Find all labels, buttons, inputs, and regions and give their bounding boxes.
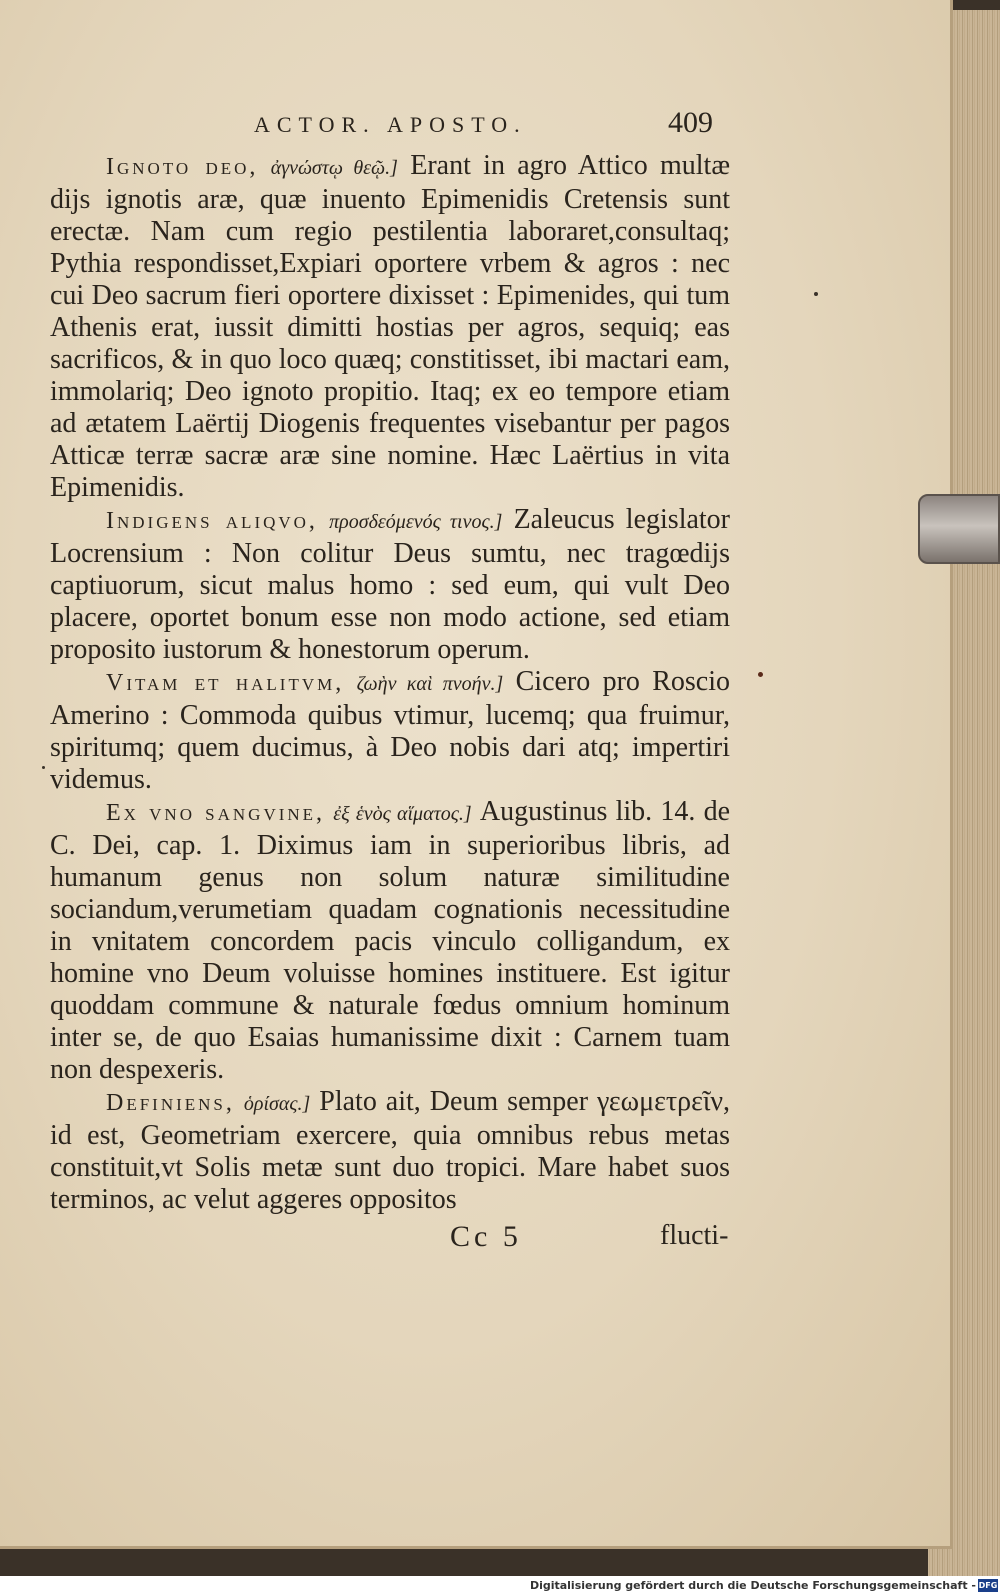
credit-text: Digitalisierung gefördert durch die Deutsche Forschungsgemeinschaft -	[529, 1579, 976, 1592]
book-clasp	[918, 494, 1000, 564]
lemma: Vitam et halitvm,	[106, 670, 345, 696]
paragraph-text: Cicero pro Roscio Amerino : Commoda quibus vtimur, lucemq; qua fruimur, spiritumq; quem ducimus, à Deo nobis dari atq; impertiri videmus.	[50, 666, 731, 795]
ink-speck	[42, 766, 45, 769]
ink-speck	[758, 672, 763, 677]
greek-lemma: ὁρίσας.]	[243, 1093, 311, 1115]
paragraph-text: Zaleucus legislator Locrensium : Non colitur Deus sumtu, nec tragœdijs captiuorum, sicut malus homo : sed eum, qui vult Deo placere, oportet bonum esse non modo actione, sed etiam proposito iustorum & honestorum operum.	[50, 504, 730, 665]
paragraph	[50, 666, 730, 796]
dfg-logo: DFG	[978, 1581, 998, 1590]
paragraph-text: Augustinus lib. 14. de C. Dei, cap. 1. Diximus iam in superioribus libris, ad humanum genus non solum naturæ similitudine sociandum,verumetiam quadam cognationis necessitudine in vnitatem concordem pacis vinculo colligandum, ex homine vno Deum voluisse homines instituere. Est igitur quoddam commune & naturale fœdus omnium hominum inter se, de quo Esaias humanissime dixit : Carnem tuam non despexeris.	[50, 796, 731, 1085]
page-number: 409	[668, 106, 713, 139]
paragraph-text: Plato ait, Deum semper γεωμετρεῖν, id est, Geometriam exercere, quia omnibus rebus metas constituit,vt Solis metæ sunt duo tropici. Mare habet suos terminos, ac velut aggeres oppositos	[50, 1086, 731, 1215]
lemma: Ex vno sangvine,	[106, 800, 326, 826]
running-head	[50, 106, 730, 146]
greek-lemma: ἀγνώστῳ θεῷ.]	[270, 157, 398, 179]
catchword: flucti-	[660, 1220, 729, 1251]
signature-mark: Cc 5	[450, 1220, 522, 1253]
text-block	[50, 106, 731, 1258]
signature-line	[50, 1218, 730, 1258]
paragraph	[50, 504, 730, 666]
footer-bar	[0, 1576, 1000, 1596]
lemma: Definiens,	[106, 1090, 235, 1116]
running-title: ACTOR. APOSTO.	[254, 112, 527, 137]
greek-lemma: ζωὴν καὶ πνοήν.]	[356, 673, 504, 695]
lemma: Indigens aliqvo,	[106, 508, 318, 534]
greek-lemma: ἐξ ἑνὸς αἵματος.]	[333, 803, 472, 825]
paragraph	[50, 150, 730, 504]
ink-speck	[814, 292, 818, 296]
greek-lemma: προσδεόμενός τινος.]	[329, 511, 503, 533]
paragraph-text: Erant in agro Attico multæ dijs ignotis aræ, quæ inuento Epimenidis Cretensis sunt erectæ. Nam cum regio pestilentia laboraret,consultaq; Pythia respondisset,Expiari oportere vrbem & agros : nec cui Deo sacrum fieri oportere dixisset : Epimenides, qui tum Athenis erat, iussit dimitti hostias per agros, sequiq; eas sacrificos, & in quo loco quæq; constitisset, ibi mactari eam, immolariq; Deo ignoto propitio. Itaq; ex eo tempore etiam ad ætatem Laërtij Diogenis frequentes visebantur per pagos Atticæ terræ sacræ aræ sine nomine. Hæc Laërtius in vita Epimenidis.	[50, 150, 731, 503]
paragraph	[50, 796, 730, 1086]
lemma: Ignoto deo,	[106, 154, 259, 180]
paragraph	[50, 1086, 730, 1216]
